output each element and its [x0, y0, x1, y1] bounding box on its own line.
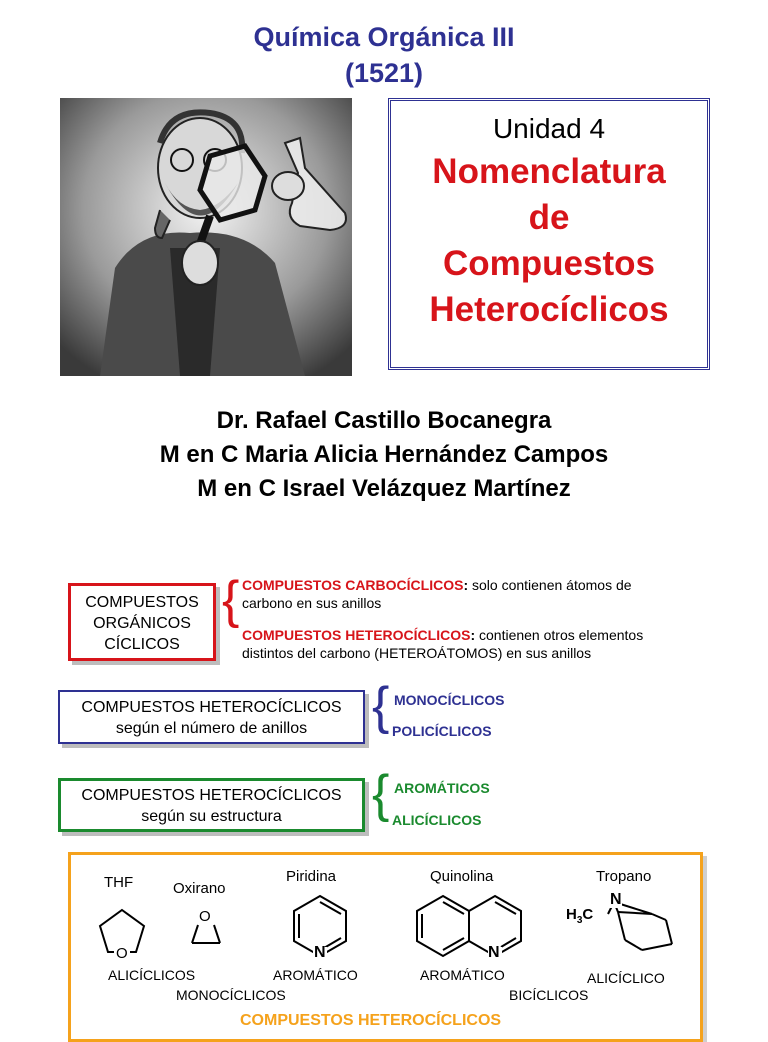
- alicyclic-single-label: ALICÍCLICO: [587, 970, 665, 986]
- aromatic-label: AROMÁTICO: [273, 967, 358, 983]
- tropane-methyl-group: [566, 906, 593, 926]
- authors-block: [0, 404, 768, 506]
- box-line: COMPUESTOS: [85, 594, 199, 611]
- polycyclic-option: POLICÍCLICOS: [392, 723, 492, 739]
- box-line: según el número de anillos: [115, 720, 308, 737]
- carbocyclic-desc: carbono en sus anillos: [242, 595, 382, 611]
- quinoline-structure-icon: [415, 892, 525, 962]
- monocyclic-label: MONOCÍCLICOS: [176, 987, 286, 1003]
- brace-icon: {: [222, 571, 240, 629]
- oxirane-oxygen-atom: O: [199, 908, 211, 925]
- pyridine-nitrogen-atom: N: [314, 944, 326, 961]
- box-line: CÍCLICOS: [104, 636, 180, 653]
- alicyclic-option: ALICÍCLICOS: [392, 812, 482, 828]
- box-line: COMPUESTOS HETEROCÍCLICOS: [81, 787, 342, 804]
- chemist-illustration: [60, 98, 352, 376]
- unit-title-line: Nomenclatura: [432, 152, 666, 191]
- carbocyclic-definition: COMPUESTOS CARBOCÍCLICOS: solo contienen átomos de carbono en sus anillos: [242, 577, 632, 611]
- box-line: ORGÁNICOS: [93, 615, 191, 632]
- author-name: M en C Israel Velázquez Martínez: [197, 475, 571, 502]
- tropane-label: Tropano: [596, 868, 652, 885]
- quinoline-label: Quinolina: [430, 868, 494, 885]
- cyclic-compounds-box: [68, 583, 216, 661]
- author-name: Dr. Rafael Castillo Bocanegra: [216, 407, 552, 434]
- monocyclic-option: MONOCÍCLICOS: [394, 692, 505, 708]
- unit-title-line: Compuestos: [443, 244, 655, 283]
- pyridine-label: Piridina: [286, 868, 337, 885]
- course-title: Química Orgánica III: [253, 22, 515, 52]
- unit-title-line: de: [528, 198, 570, 237]
- brace-icon: {: [372, 765, 390, 823]
- unit-title-box: [388, 98, 710, 370]
- box-line: COMPUESTOS HETEROCÍCLICOS: [81, 699, 342, 716]
- tropane-nitrogen-atom: N: [610, 891, 622, 908]
- heterocyclic-definition: COMPUESTOS HETEROCÍCLICOS: contienen otros elementos distintos del carbono (HETEROÁTOMOS) en sus anillos: [242, 627, 644, 661]
- thf-oxygen-atom: O: [116, 945, 128, 962]
- brace-icon: {: [372, 677, 390, 735]
- ring-count-box: [58, 690, 365, 744]
- oxirane-label: Oxirano: [173, 880, 226, 897]
- alicyclic-plural-label: ALICÍCLICOS: [108, 967, 196, 983]
- tropane-structure-icon: [590, 892, 690, 962]
- methyl-subscript: 3: [576, 915, 583, 926]
- bicyclic-label: BICÍCLICOS: [509, 987, 589, 1003]
- unit-label: Unidad 4: [492, 113, 606, 144]
- methyl-h: H: [566, 906, 577, 923]
- quinoline-nitrogen-atom: N: [488, 944, 500, 961]
- carbocyclic-desc: solo contienen átomos de: [468, 577, 632, 593]
- aromatic-option: AROMÁTICOS: [394, 780, 490, 796]
- box-line: según su estructura: [141, 808, 282, 825]
- methyl-c: C: [582, 906, 594, 923]
- heterocyclic-desc: distintos del carbono (HETEROÁTOMOS) en sus anillos: [242, 645, 592, 661]
- heterocyclic-term: COMPUESTOS HETEROCÍCLICOS: [242, 627, 471, 643]
- carbocyclic-term: COMPUESTOS CARBOCÍCLICOS: [242, 577, 464, 593]
- author-name: M en C Maria Alicia Hernández Campos: [159, 441, 609, 468]
- thf-label: THF: [104, 874, 134, 891]
- course-code: (1521): [344, 58, 424, 88]
- examples-caption: COMPUESTOS HETEROCÍCLICOS: [240, 1012, 502, 1029]
- aromatic-label: AROMÁTICO: [420, 967, 505, 983]
- unit-title-line: Heterocíclicos: [429, 290, 669, 329]
- structure-box: [58, 778, 365, 832]
- heterocyclic-desc: contienen otros elementos: [475, 627, 644, 643]
